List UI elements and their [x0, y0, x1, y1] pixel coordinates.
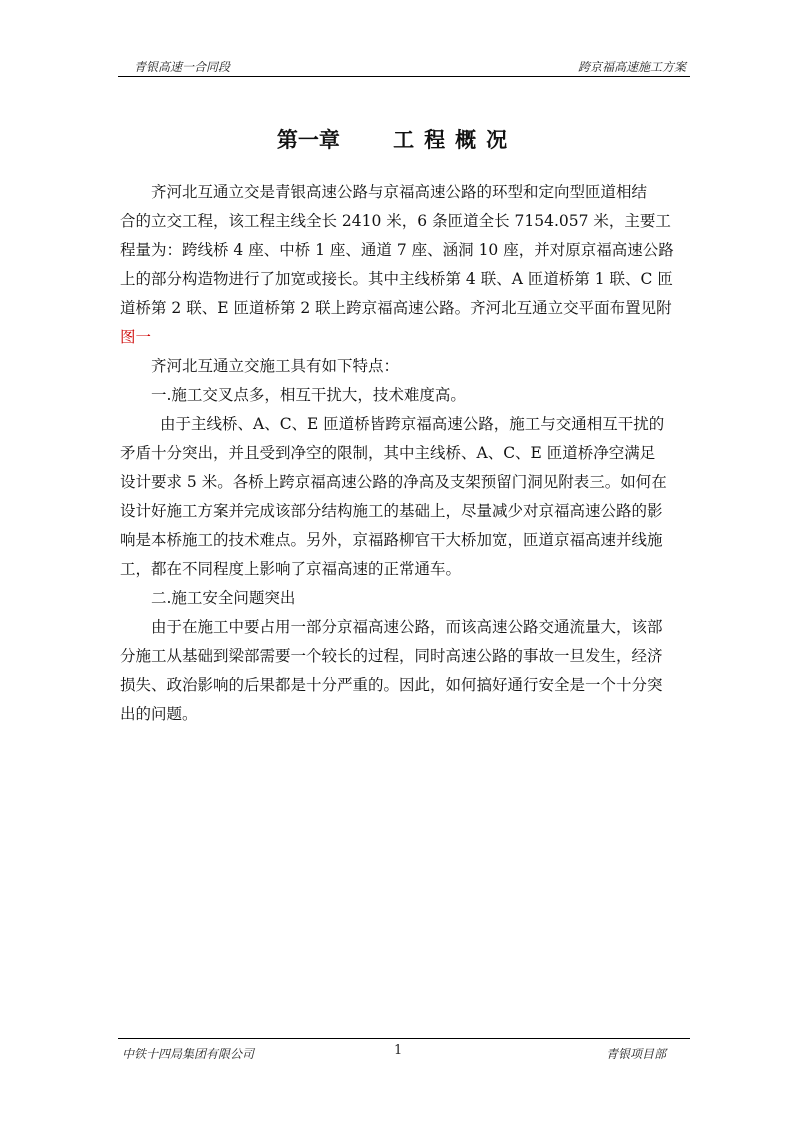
text-line: 设计好施工方案并完成该部分结构施工的基础上，尽量减少对京福高速公路的影: [120, 502, 663, 520]
footer-department: 青银项目部: [605, 1047, 666, 1061]
text-line: 矛盾十分突出，并且受到净空的限制，其中主线桥、A、C、E 匝道桥净空满足: [120, 444, 656, 462]
paragraph-interference: [120, 410, 676, 584]
chapter-number: 第一章: [276, 128, 340, 152]
paragraph-safety: [120, 613, 676, 729]
text-line: 损失、政治影响的后果都是十分严重的。因此，如何搞好通行安全是一个十分突: [120, 676, 663, 694]
text-line: 上的部分构造物进行了加宽或接长。其中主线桥第 4 联、A 匝道桥第 1 联、C 匝: [120, 270, 673, 288]
section-heading-1: 一.施工交叉点多，相互干扰大，技术难度高。: [151, 386, 466, 404]
header-left-text: 青银高速一合同段: [134, 60, 231, 74]
text-line: 设计要求 5 米。各桥上跨京福高速公路的净高及支架预留门洞见附表三。如何在: [120, 473, 667, 491]
page-header: [118, 56, 690, 77]
page-footer: [118, 1038, 690, 1059]
text-line: 工，都在不同程度上影响了京福高速的正常通车。: [120, 560, 462, 578]
paragraph-features-intro: 齐河北互通立交施工具有如下特点：: [151, 357, 400, 375]
chapter-title: [0, 124, 794, 154]
text-line: 齐河北互通立交是青银高速公路与京福高速公路的环型和定向型匝道相结: [151, 183, 648, 201]
figure-link[interactable]: 图一: [120, 328, 152, 346]
document-body: [120, 178, 676, 729]
text-line: 合的立交工程，该工程主线全长 2410 米，6 条匝道全长 7154.057 米，主要工: [120, 212, 671, 230]
text-line: 程量为：跨线桥 4 座、中桥 1 座、通道 7 座、涵洞 10 座，并对原京福高速公路: [120, 241, 674, 259]
text-line: 分施工从基础到梁部需要一个较长的过程，同时高速公路的事故一旦发生，经济: [120, 647, 663, 665]
text-line: 由于在施工中要占用一部分京福高速公路，而该高速公路交通流量大，该部: [151, 618, 663, 636]
page-number: 1: [394, 1043, 403, 1058]
chapter-name: 工程概况: [393, 128, 518, 152]
text-line: 道桥第 2 联、E 匝道桥第 2 联上跨京福高速公路。齐河北互通立交平面布置见附: [120, 299, 672, 317]
text-line: 响是本桥施工的技术难点。另外，京福路柳官干大桥加宽，匝道京福高速并线施: [120, 531, 663, 549]
section-heading-2: 二.施工安全问题突出: [151, 589, 296, 607]
text-line: 由于主线桥、A、C、E 匝道桥皆跨京福高速公路，施工与交通相互干扰的: [160, 415, 665, 433]
header-right-text: 跨京福高速施工方案: [577, 60, 686, 74]
footer-company: 中铁十四局集团有限公司: [122, 1047, 255, 1061]
text-line: 出的问题。: [120, 705, 198, 723]
paragraph-overview: [120, 178, 676, 352]
